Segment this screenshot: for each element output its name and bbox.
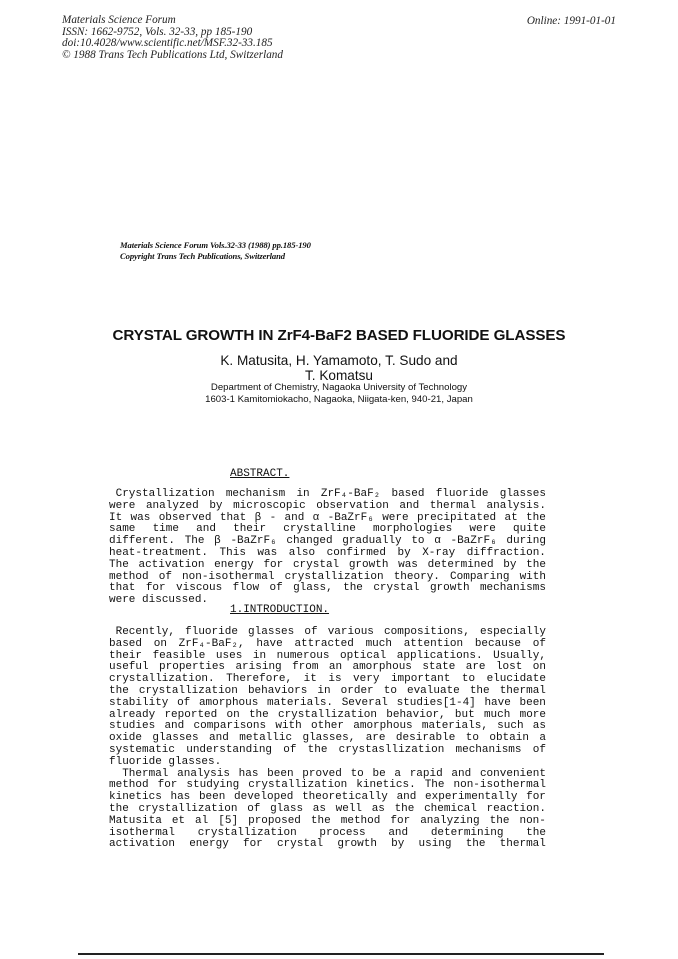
word: to xyxy=(350,767,364,780)
journal-copyright-line: Copyright Trans Tech Publications, Switzerland xyxy=(120,251,286,261)
word: was xyxy=(130,511,151,524)
word: much xyxy=(365,637,392,650)
word: β xyxy=(214,535,221,548)
word: systematic xyxy=(109,743,176,756)
word: were xyxy=(109,594,143,607)
text-line xyxy=(109,560,546,572)
word: were xyxy=(469,523,496,536)
word: amorphous xyxy=(198,696,259,709)
word: mechanism xyxy=(225,488,286,500)
word: crystalline xyxy=(283,523,356,536)
word: especially xyxy=(479,626,546,638)
header-journal: Materials Science Forum xyxy=(62,14,176,26)
word: studies xyxy=(109,720,156,733)
word: amorphous xyxy=(352,661,412,674)
word: a xyxy=(539,732,546,745)
word: based xyxy=(109,637,143,650)
header-copyright: © 1988 Trans Tech Publications Ltd, Switzerland xyxy=(62,48,283,61)
journal-citation-line: Materials Science Forum Vols.32-33 (1988) pp.185-190 xyxy=(120,240,311,250)
word: proved xyxy=(302,767,342,780)
word: as xyxy=(532,720,546,733)
word: kinetics xyxy=(109,791,162,804)
word: fluoride xyxy=(435,488,489,500)
word: be xyxy=(372,767,386,780)
word: state xyxy=(422,661,456,674)
word: are xyxy=(365,732,386,745)
word: confirmed xyxy=(326,546,387,559)
word: much xyxy=(483,708,511,721)
word: important xyxy=(390,673,451,686)
word: very xyxy=(353,673,380,686)
word: theoretically xyxy=(302,791,388,804)
word: crystal xyxy=(276,838,324,851)
word: glasses xyxy=(152,732,199,745)
word: heat-treatment. xyxy=(109,546,209,559)
word: been xyxy=(267,767,294,780)
word: crystal xyxy=(373,582,420,595)
word: arising xyxy=(235,661,282,674)
word: have xyxy=(256,637,283,650)
word: chemical xyxy=(424,802,477,815)
word: determining xyxy=(430,826,504,839)
word: with xyxy=(275,720,302,733)
word: observed xyxy=(158,511,212,524)
word: growth xyxy=(429,582,470,595)
word: of xyxy=(304,626,318,638)
word: Recently, xyxy=(109,626,176,638)
word: mechanisms xyxy=(455,743,522,756)
word: using xyxy=(418,838,452,851)
word: obtain xyxy=(489,732,529,745)
word: α xyxy=(434,535,441,548)
word: rapid xyxy=(409,767,443,780)
online-date: Online: 1991-01-01 xyxy=(526,15,616,27)
word: the xyxy=(526,511,546,524)
word: precipitated xyxy=(416,511,497,524)
word: have xyxy=(484,696,511,709)
word: time xyxy=(152,523,179,536)
word: more xyxy=(519,708,546,721)
word: growth xyxy=(348,558,389,571)
word: The xyxy=(424,779,445,792)
word: that xyxy=(109,582,136,595)
word: and xyxy=(451,767,472,780)
word: were xyxy=(382,511,409,524)
word: the xyxy=(343,582,363,595)
word: glass xyxy=(270,802,304,815)
word: and xyxy=(388,826,409,839)
word: been xyxy=(519,696,546,709)
word: amorphous xyxy=(353,720,413,733)
word: ZrF₄-BaF₂, xyxy=(178,637,245,650)
text-line xyxy=(109,501,546,513)
word: behavior, xyxy=(386,708,446,721)
word: analysis xyxy=(177,767,230,780)
word: the xyxy=(465,838,486,851)
word: process xyxy=(319,826,366,839)
word: in xyxy=(296,488,310,500)
word: experimentally xyxy=(425,791,518,804)
word: kinetics. xyxy=(356,779,416,792)
introduction-heading: 1.INTRODUCTION. xyxy=(230,604,330,616)
authors-line: T. Komatsu xyxy=(305,368,373,383)
word: α xyxy=(312,511,320,524)
word: method xyxy=(109,779,149,792)
word: in xyxy=(252,649,267,662)
word: understanding xyxy=(186,743,273,756)
word: crystallization xyxy=(284,570,384,583)
word: their xyxy=(109,649,143,662)
word: -BaZrF₆ xyxy=(327,511,374,524)
word: glass, xyxy=(293,582,333,595)
word: during xyxy=(506,535,546,548)
header-doi: doi:10.4028/www.scientific.net/MSF.32-33.185 xyxy=(62,37,273,50)
word: crystallization xyxy=(248,779,348,792)
word: - xyxy=(269,511,277,524)
word: other xyxy=(311,720,345,733)
affiliation xyxy=(0,382,678,406)
word: gradually xyxy=(342,535,402,548)
word: such xyxy=(497,720,524,733)
word: glasses xyxy=(499,488,546,500)
word: the xyxy=(109,684,129,697)
word: activation xyxy=(138,558,205,571)
word: of xyxy=(177,696,191,709)
word: were xyxy=(109,499,136,512)
word: their xyxy=(233,523,267,536)
word: and xyxy=(164,720,185,733)
abstract-body xyxy=(109,489,546,607)
word: convenient xyxy=(479,767,546,780)
word: metallic xyxy=(239,732,293,745)
word: reaction. xyxy=(486,802,546,815)
word: that xyxy=(219,511,247,524)
word: and xyxy=(196,523,216,536)
word: analyzing xyxy=(420,814,480,827)
word: of xyxy=(532,743,546,756)
word: materials, xyxy=(421,720,488,733)
word: crystasllization xyxy=(338,743,445,756)
word: different. xyxy=(109,535,176,548)
text-line xyxy=(109,745,546,757)
word: observation xyxy=(316,499,389,512)
word: the xyxy=(248,708,269,721)
word: non- xyxy=(519,814,546,827)
word: already xyxy=(109,708,156,721)
word: energy xyxy=(214,558,254,571)
word: to xyxy=(383,684,397,697)
word: of xyxy=(532,637,546,650)
word: by xyxy=(503,558,517,571)
word: fluoride xyxy=(109,755,169,768)
word: thermal xyxy=(499,838,546,851)
word: it xyxy=(303,673,317,686)
word: the xyxy=(307,743,328,756)
word: theory. xyxy=(393,570,440,583)
word: analysis. xyxy=(486,499,546,512)
word: stability xyxy=(109,696,169,709)
word: Matusita xyxy=(109,814,162,827)
word: as xyxy=(371,802,385,815)
word: thermal xyxy=(499,684,546,697)
text-line xyxy=(109,686,546,698)
word: developed xyxy=(234,791,294,804)
word: properties xyxy=(159,661,226,674)
word: morphologies xyxy=(373,523,453,536)
word: the xyxy=(526,826,546,839)
word: the xyxy=(394,802,415,815)
word: useful xyxy=(109,661,149,674)
word: are xyxy=(465,661,486,674)
word: applications. xyxy=(396,649,483,662)
word: et xyxy=(171,814,186,827)
authors xyxy=(0,353,678,383)
word: The xyxy=(184,535,205,548)
word: desirable xyxy=(395,732,456,745)
word: for xyxy=(526,791,546,804)
word: microscopic xyxy=(233,499,306,512)
word: a xyxy=(394,767,401,780)
word: al xyxy=(195,814,209,827)
word: attracted xyxy=(294,637,354,650)
word: ZrF₄-BaF₂ xyxy=(320,488,381,500)
word: non-isothermal xyxy=(453,779,546,792)
word: changed xyxy=(286,535,333,548)
word: was xyxy=(257,546,278,559)
text-line xyxy=(109,757,546,769)
word: glasses, xyxy=(302,732,356,745)
word: glasses. xyxy=(168,755,222,768)
introduction-body xyxy=(109,627,546,851)
word: and xyxy=(209,732,229,745)
journal-citation xyxy=(120,240,311,262)
word: [5] xyxy=(218,814,239,827)
word: and xyxy=(284,511,305,524)
word: the xyxy=(109,802,129,815)
word: discussed. xyxy=(142,594,209,607)
word: Several xyxy=(341,696,388,709)
word: crystallization. xyxy=(109,673,215,686)
word: for xyxy=(242,838,263,851)
word: for xyxy=(157,779,178,792)
word: the xyxy=(469,684,490,697)
word: This xyxy=(219,546,246,559)
word: order xyxy=(340,684,374,697)
word: thermal xyxy=(429,499,476,512)
word: was xyxy=(398,558,418,571)
word: by xyxy=(209,499,223,512)
word: The xyxy=(109,558,129,571)
text-line xyxy=(109,839,546,851)
publication-header xyxy=(62,15,283,61)
word: to xyxy=(411,535,425,548)
word: for xyxy=(263,558,284,571)
word: isothermal xyxy=(109,826,176,839)
word: as xyxy=(312,802,326,815)
abstract-heading: ABSTRACT. xyxy=(230,468,290,480)
word: compositions, xyxy=(384,626,470,638)
word: studying xyxy=(186,779,240,792)
word: method xyxy=(109,570,149,583)
word: crystallization xyxy=(197,826,297,839)
word: and xyxy=(396,791,417,804)
word: by xyxy=(391,838,405,851)
word: also xyxy=(288,546,316,559)
word: Thermal xyxy=(109,767,169,780)
word: fluoride xyxy=(185,626,238,638)
word: of xyxy=(247,802,261,815)
word: crystallization xyxy=(138,802,238,815)
word: proposed xyxy=(248,814,301,827)
word: to xyxy=(461,673,476,686)
word: mechanisms xyxy=(479,582,546,595)
word: on xyxy=(153,637,167,650)
word: Comparing xyxy=(450,570,510,583)
word: various xyxy=(327,626,374,638)
word: optical xyxy=(339,649,387,662)
word: same xyxy=(109,523,136,536)
word: energy xyxy=(189,838,229,851)
paper-title: CRYSTAL GROWTH IN ZrF4-BaF2 BASED FLUORIDE GLASSES xyxy=(112,327,566,344)
word: It xyxy=(109,511,123,524)
word: materials. xyxy=(267,696,334,709)
word: oxide xyxy=(109,732,143,745)
authors-line: K. Matusita, H. Yamamoto, T. Sudo and xyxy=(220,353,458,368)
word: elucidate xyxy=(486,673,546,686)
word: quite xyxy=(512,523,546,536)
word: from xyxy=(292,661,319,674)
word: in xyxy=(317,684,331,697)
word: by xyxy=(397,546,411,559)
word: at xyxy=(504,511,518,524)
word: evaluate xyxy=(406,684,460,697)
word: the xyxy=(310,814,331,827)
word: been xyxy=(198,791,226,804)
word: viscous xyxy=(176,582,223,595)
word: well xyxy=(335,802,363,815)
word: β xyxy=(254,511,262,524)
word: analyzed xyxy=(145,499,199,512)
text-line xyxy=(109,816,546,828)
word: of xyxy=(158,570,172,583)
word: determined xyxy=(427,558,494,571)
word: growth xyxy=(337,838,377,851)
word: on xyxy=(226,708,240,721)
word: Therefore, xyxy=(226,673,293,686)
word: -BaZrF₆ xyxy=(230,535,277,548)
word: behaviors xyxy=(247,684,308,697)
word: studies[1-4] xyxy=(396,696,476,709)
word: an xyxy=(328,661,343,674)
word: has xyxy=(238,767,259,780)
word: crystallization xyxy=(138,684,238,697)
text-line xyxy=(109,804,546,816)
affiliation-address: 1603-1 Kamitomiokacho, Nagaoka, Niigata-ken, 940-21, Japan xyxy=(205,394,473,405)
word: X-ray xyxy=(422,546,456,559)
word: Crystallization xyxy=(109,488,215,500)
word: based xyxy=(391,488,425,500)
word: for xyxy=(145,582,166,595)
word: for xyxy=(390,814,411,827)
word: numerous xyxy=(276,649,330,662)
word: but xyxy=(454,708,475,721)
word: method xyxy=(340,814,381,827)
text-line xyxy=(109,639,546,651)
word: because xyxy=(474,637,522,650)
word: feasible xyxy=(152,649,206,662)
word: is xyxy=(328,673,342,686)
word: flow xyxy=(232,582,260,595)
word: on xyxy=(532,661,546,674)
word: Usually, xyxy=(493,649,546,662)
word: of xyxy=(269,582,283,595)
word: attention xyxy=(403,637,464,650)
word: the xyxy=(526,558,546,571)
word: uses xyxy=(215,649,243,662)
word: diffraction. xyxy=(466,546,546,559)
affiliation-department: Department of Chemistry, Nagaoka University of Technology xyxy=(210,382,468,393)
word: to xyxy=(465,732,479,745)
text-line xyxy=(109,548,546,560)
word: of xyxy=(283,743,297,756)
word: glasses xyxy=(248,626,295,638)
word: reported xyxy=(164,708,218,721)
word: the xyxy=(489,814,510,827)
word: crystal xyxy=(292,558,340,571)
word: and xyxy=(399,499,420,512)
word: lost xyxy=(495,661,523,674)
word: comparisons xyxy=(193,720,267,733)
word: non-isothermal xyxy=(182,570,275,583)
word: has xyxy=(170,791,191,804)
header-issn: ISSN: 1662-9752, Vols. 32-33, pp 185-190 xyxy=(62,25,253,38)
text-line xyxy=(109,698,546,710)
word: with xyxy=(519,570,546,583)
word: activation xyxy=(109,838,176,851)
page-bottom-rule xyxy=(78,953,604,955)
word: -BaZrF₆ xyxy=(450,535,497,548)
word: crystallization xyxy=(277,708,378,721)
